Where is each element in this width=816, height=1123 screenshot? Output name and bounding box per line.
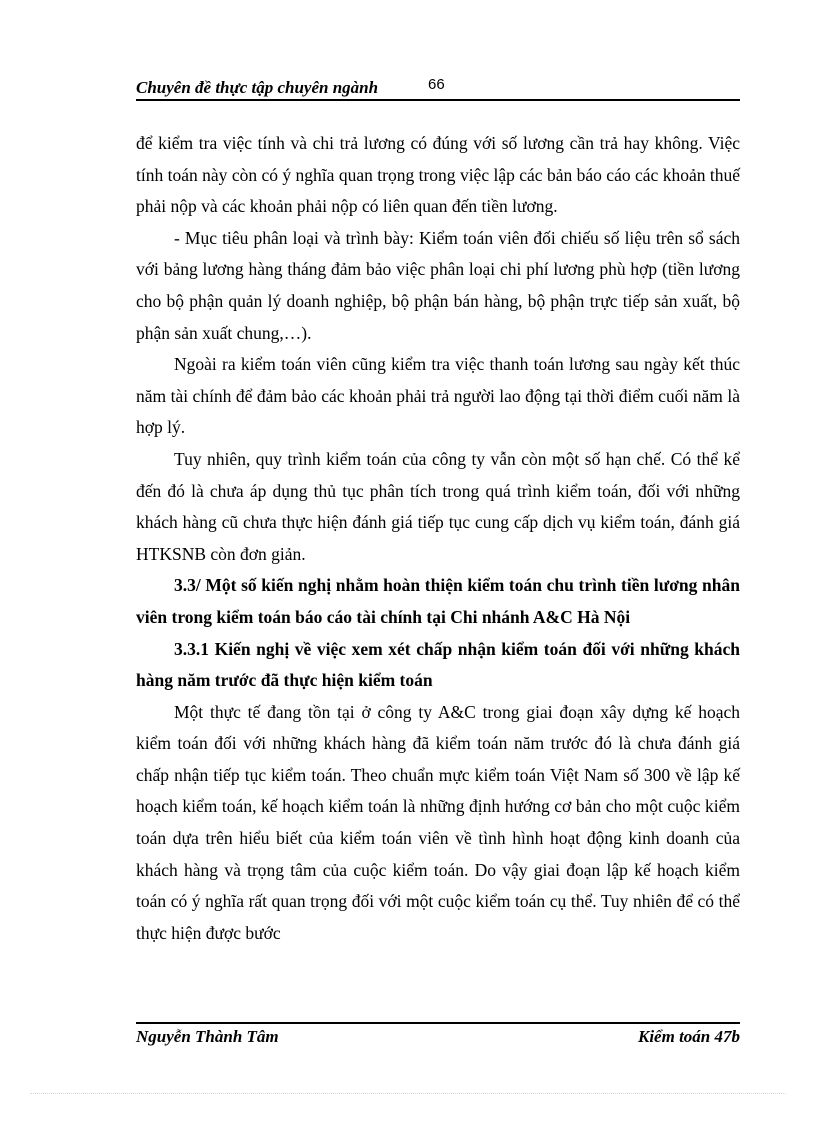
header-rule: [136, 99, 740, 101]
page-header: [136, 74, 740, 100]
footer-author: Nguyễn Thành Tâm: [136, 1027, 279, 1046]
paragraph-payment-check: Ngoài ra kiểm toán viên cũng kiểm tra việc thanh toán lương sau ngày kết thúc năm tài chính để đảm bảo các khoản phải trả người lao động tại thời điểm cuối năm là hợp lý.: [136, 354, 740, 438]
footer-class: Kiểm toán 47b: [637, 1027, 740, 1046]
paragraph-recommendation: Một thực tế đang tồn tại ở công ty A&C trong giai đoạn xây dựng kế hoạch kiểm toán đối với những khách hàng đã kiểm toán năm trước đó là chưa đánh giá chấp nhận tiếp tục kiểm toán. Theo chuẩn mực kiểm toán Việt Nam số 300 về lập kế hoạch kiểm toán, kế hoạch kiểm toán là những định hướng cơ bản cho một cuộc kiểm toán dựa trên hiểu biết của kiểm toán viên về tình hình hoạt động kinh doanh của khách hàng và trọng tâm của cuộc kiểm toán. Do vậy giai đoạn lập kế hoạch kiểm toán có ý nghĩa rất quan trọng đối với một cuộc kiểm toán cụ thể. Tuy nhiên để có thể thực hiện được bước: [136, 701, 740, 943]
section-heading-3-3: 3.3/ Một số kiến nghị nhằm hoàn thiện kiểm toán chu trình tiền lương nhân viên trong kiểm toán báo cáo tài chính tại Chi nhánh A&C Hà Nội: [136, 575, 740, 627]
paragraph-limitations: Tuy nhiên, quy trình kiểm toán của công ty vẫn còn một số hạn chế. Có thể kể đến đó là chưa áp dụng thủ tục phân tích trong quá trình kiểm toán, đối với những khách hàng cũ chưa thực hiện đánh giá tiếp tục cung cấp dịch vụ kiểm toán, đánh giá HTKSNB còn đơn giản.: [136, 448, 740, 564]
paragraph-classification-objective: - Mục tiêu phân loại và trình bày: Kiểm toán viên đối chiếu số liệu trên sổ sách với bảng lương hàng tháng đảm bảo việc phân loại chi phí lương phù hợp (tiền lương cho bộ phận quản lý doanh nghiệp, bộ phận bán hàng, bộ phận trực tiếp sản xuất, bộ phận sản xuất chung,…).: [136, 227, 740, 343]
footer-rule: [136, 1022, 740, 1024]
page-body: [136, 128, 740, 949]
header-title: Chuyên đề thực tập chuyên ngành: [136, 78, 379, 97]
page-edge-dotted-line: [30, 1093, 786, 1094]
paragraph-continuation: để kiểm tra việc tính và chi trả lương có đúng với số lương cần trả hay không. Việc tính toán này còn có ý nghĩa quan trọng trong việc lập các bản báo cáo các khoản thuế phải nộp và các khoản phải nộp có liên quan đến tiền lương.: [136, 133, 740, 217]
page-number: 66: [428, 76, 445, 93]
section-heading-3-3-1: 3.3.1 Kiến nghị về việc xem xét chấp nhận kiểm toán đối với những khách hàng năm trước đã thực hiện kiểm toán: [136, 638, 740, 691]
